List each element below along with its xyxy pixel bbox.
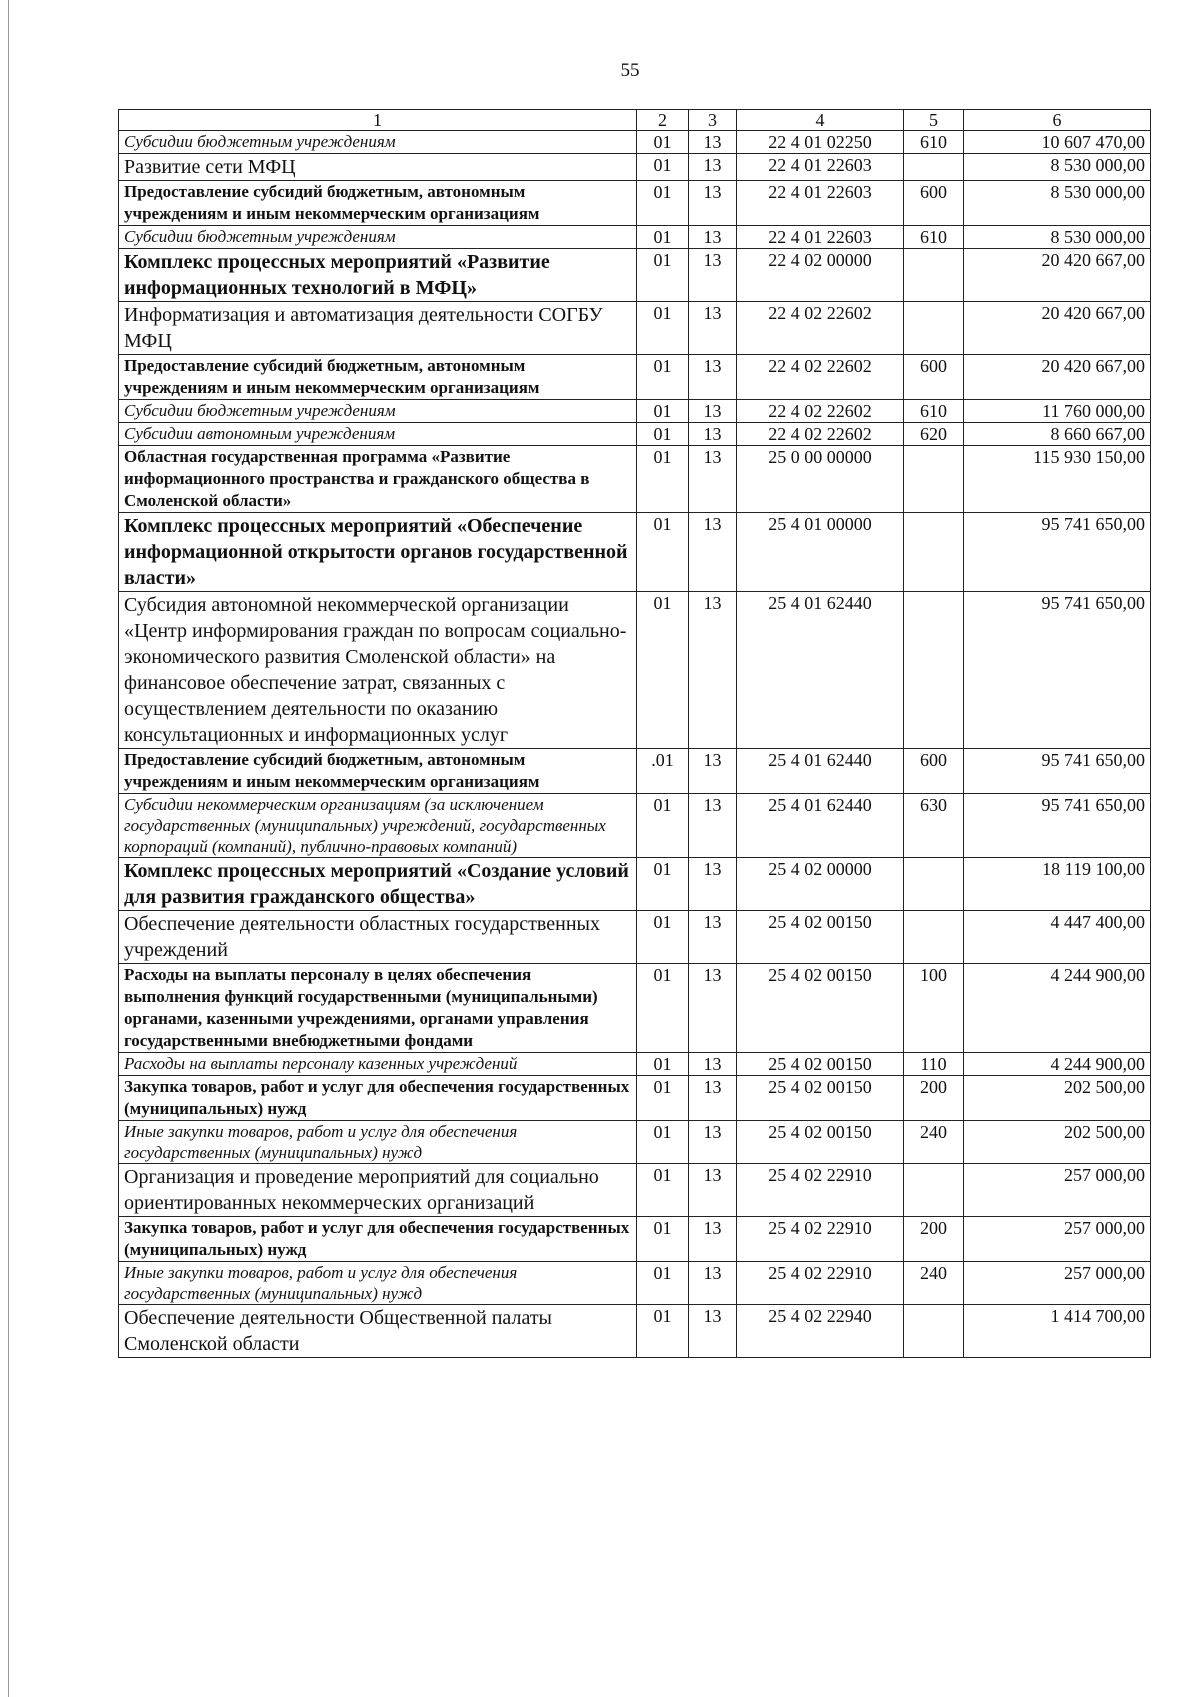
- subsection-code-cell: 13: [689, 181, 737, 226]
- table-row: [119, 1262, 1151, 1305]
- expense-name-cell: Обеспечение деятельности Общественной палаты Смоленской области: [119, 1305, 637, 1358]
- amount-cell: 4 244 900,00: [964, 1053, 1151, 1076]
- table-row: [119, 400, 1151, 423]
- section-code-cell: 01: [637, 446, 689, 513]
- expense-type-cell: [904, 249, 964, 302]
- section-code-cell: 01: [637, 1164, 689, 1217]
- target-article-cell: 25 4 02 00000: [737, 858, 904, 911]
- section-code-cell: 01: [637, 513, 689, 592]
- subsection-code-cell: 13: [689, 249, 737, 302]
- subsection-code-cell: 13: [689, 1053, 737, 1076]
- target-article-cell: 22 4 02 22602: [737, 302, 904, 355]
- section-code-cell: 01: [637, 423, 689, 446]
- table-row: [119, 1121, 1151, 1164]
- table-row: [119, 154, 1151, 181]
- subsection-code-cell: 13: [689, 302, 737, 355]
- table-header-row: [119, 110, 1151, 131]
- section-code-cell: 01: [637, 1053, 689, 1076]
- amount-cell: 257 000,00: [964, 1217, 1151, 1262]
- expense-name-cell: Субсидии бюджетным учреждениям: [119, 131, 637, 154]
- header-cell: 6: [964, 110, 1151, 131]
- section-code-cell: 01: [637, 181, 689, 226]
- subsection-code-cell: 13: [689, 446, 737, 513]
- expense-name-cell: Обеспечение деятельности областных государственных учреждений: [119, 911, 637, 964]
- budget-table: [118, 109, 1151, 1358]
- table-row: [119, 1217, 1151, 1262]
- subsection-code-cell: 13: [689, 154, 737, 181]
- target-article-cell: 22 4 02 22602: [737, 355, 904, 400]
- amount-cell: 257 000,00: [964, 1262, 1151, 1305]
- section-code-cell: 01: [637, 964, 689, 1053]
- subsection-code-cell: 13: [689, 226, 737, 249]
- section-code-cell: 01: [637, 355, 689, 400]
- amount-cell: 257 000,00: [964, 1164, 1151, 1217]
- section-code-cell: 01: [637, 131, 689, 154]
- target-article-cell: 25 4 01 62440: [737, 794, 904, 858]
- expense-type-cell: 100: [904, 964, 964, 1053]
- table-row: [119, 1305, 1151, 1358]
- table-row: [119, 1053, 1151, 1076]
- expense-type-cell: 200: [904, 1217, 964, 1262]
- expense-type-cell: [904, 1164, 964, 1217]
- target-article-cell: 22 4 01 22603: [737, 181, 904, 226]
- target-article-cell: 25 4 02 22940: [737, 1305, 904, 1358]
- expense-type-cell: 600: [904, 749, 964, 794]
- expense-name-cell: Организация и проведение мероприятий для социально ориентированных некоммерческих организаций: [119, 1164, 637, 1217]
- expense-name-cell: Комплекс процессных мероприятий «Обеспечение информационной открытости органов государственной власти»: [119, 513, 637, 592]
- subsection-code-cell: 13: [689, 858, 737, 911]
- target-article-cell: 25 4 02 00150: [737, 964, 904, 1053]
- section-code-cell: 01: [637, 911, 689, 964]
- section-code-cell: 01: [637, 858, 689, 911]
- subsection-code-cell: 13: [689, 1217, 737, 1262]
- table-row: [119, 513, 1151, 592]
- amount-cell: 4 244 900,00: [964, 964, 1151, 1053]
- subsection-code-cell: 13: [689, 1305, 737, 1358]
- expense-type-cell: 240: [904, 1121, 964, 1164]
- expense-type-cell: 600: [904, 355, 964, 400]
- table-row: [119, 1076, 1151, 1121]
- header-cell: 3: [689, 110, 737, 131]
- header-cell: 4: [737, 110, 904, 131]
- expense-type-cell: [904, 592, 964, 749]
- expense-name-cell: Субсидии бюджетным учреждениям: [119, 400, 637, 423]
- subsection-code-cell: 13: [689, 400, 737, 423]
- subsection-code-cell: 13: [689, 911, 737, 964]
- section-code-cell: 01: [637, 249, 689, 302]
- subsection-code-cell: 13: [689, 592, 737, 749]
- target-article-cell: 22 4 01 02250: [737, 131, 904, 154]
- table-row: [119, 181, 1151, 226]
- table-row: [119, 911, 1151, 964]
- target-article-cell: 25 4 02 00150: [737, 1121, 904, 1164]
- amount-cell: 20 420 667,00: [964, 249, 1151, 302]
- expense-name-cell: Расходы на выплаты персоналу в целях обеспечения выполнения функций государственными (муниципальными) органами, казенными учреждениями, органами управления государственными внебюджетными фондами: [119, 964, 637, 1053]
- expense-type-cell: [904, 911, 964, 964]
- amount-cell: 8 530 000,00: [964, 181, 1151, 226]
- header-cell: 1: [119, 110, 637, 131]
- target-article-cell: 25 4 02 22910: [737, 1217, 904, 1262]
- expense-name-cell: Иные закупки товаров, работ и услуг для обеспечения государственных (муниципальных) нужд: [119, 1262, 637, 1305]
- section-code-cell: 01: [637, 794, 689, 858]
- header-cell: 5: [904, 110, 964, 131]
- table-row: [119, 355, 1151, 400]
- amount-cell: 20 420 667,00: [964, 355, 1151, 400]
- table-row: [119, 964, 1151, 1053]
- section-code-cell: 01: [637, 1121, 689, 1164]
- subsection-code-cell: 13: [689, 1076, 737, 1121]
- target-article-cell: 25 4 01 62440: [737, 592, 904, 749]
- expense-name-cell: Информатизация и автоматизация деятельности СОГБУ МФЦ: [119, 302, 637, 355]
- target-article-cell: 22 4 02 00000: [737, 249, 904, 302]
- expense-type-cell: [904, 446, 964, 513]
- target-article-cell: 25 4 02 00150: [737, 1053, 904, 1076]
- expense-type-cell: 600: [904, 181, 964, 226]
- target-article-cell: 25 0 00 00000: [737, 446, 904, 513]
- amount-cell: 95 741 650,00: [964, 592, 1151, 749]
- expense-name-cell: Комплекс процессных мероприятий «Создание условий для развития гражданского общества»: [119, 858, 637, 911]
- table-row: [119, 749, 1151, 794]
- target-article-cell: 25 4 01 00000: [737, 513, 904, 592]
- section-code-cell: 01: [637, 1305, 689, 1358]
- target-article-cell: 22 4 02 22602: [737, 400, 904, 423]
- amount-cell: 95 741 650,00: [964, 794, 1151, 858]
- table-row: [119, 131, 1151, 154]
- subsection-code-cell: 13: [689, 794, 737, 858]
- expense-type-cell: 620: [904, 423, 964, 446]
- amount-cell: 18 119 100,00: [964, 858, 1151, 911]
- amount-cell: 115 930 150,00: [964, 446, 1151, 513]
- header-cell: 2: [637, 110, 689, 131]
- section-code-cell: 01: [637, 400, 689, 423]
- table-row: [119, 446, 1151, 513]
- table-row: [119, 858, 1151, 911]
- expense-type-cell: [904, 1305, 964, 1358]
- section-code-cell: 01: [637, 592, 689, 749]
- expense-name-cell: Предоставление субсидий бюджетным, автономным учреждениям и иным некоммерческим организациям: [119, 749, 637, 794]
- amount-cell: 202 500,00: [964, 1076, 1151, 1121]
- expense-name-cell: Предоставление субсидий бюджетным, автономным учреждениям и иным некоммерческим организациям: [119, 355, 637, 400]
- expense-type-cell: [904, 302, 964, 355]
- subsection-code-cell: 13: [689, 1164, 737, 1217]
- target-article-cell: 25 4 02 22910: [737, 1262, 904, 1305]
- section-code-cell: 01: [637, 154, 689, 181]
- expense-type-cell: 630: [904, 794, 964, 858]
- amount-cell: 20 420 667,00: [964, 302, 1151, 355]
- target-article-cell: 22 4 02 22602: [737, 423, 904, 446]
- subsection-code-cell: 13: [689, 355, 737, 400]
- amount-cell: 95 741 650,00: [964, 513, 1151, 592]
- expense-type-cell: 610: [904, 226, 964, 249]
- expense-name-cell: Субсидии некоммерческим организациям (за исключением государственных (муниципальных) учреждений, государственных корпораций (компаний), публично-правовых компаний): [119, 794, 637, 858]
- expense-type-cell: [904, 858, 964, 911]
- section-code-cell: 01: [637, 226, 689, 249]
- expense-name-cell: Субсидии автономным учреждениям: [119, 423, 637, 446]
- section-code-cell: 01: [637, 1076, 689, 1121]
- section-code-cell: 01: [637, 1217, 689, 1262]
- page-number: 55: [620, 60, 640, 81]
- expense-name-cell: Развитие сети МФЦ: [119, 154, 637, 181]
- table-row: [119, 249, 1151, 302]
- subsection-code-cell: 13: [689, 131, 737, 154]
- amount-cell: 8 530 000,00: [964, 226, 1151, 249]
- expense-type-cell: 240: [904, 1262, 964, 1305]
- expense-type-cell: 610: [904, 131, 964, 154]
- expense-name-cell: Субсидии бюджетным учреждениям: [119, 226, 637, 249]
- target-article-cell: 22 4 01 22603: [737, 154, 904, 181]
- table-row: [119, 794, 1151, 858]
- expense-name-cell: Комплекс процессных мероприятий «Развитие информационных технологий в МФЦ»: [119, 249, 637, 302]
- expense-type-cell: 110: [904, 1053, 964, 1076]
- subsection-code-cell: 13: [689, 423, 737, 446]
- expense-type-cell: [904, 154, 964, 181]
- scan-edge-line: [8, 0, 9, 1697]
- subsection-code-cell: 13: [689, 1121, 737, 1164]
- table-row: [119, 423, 1151, 446]
- section-code-cell: .01: [637, 749, 689, 794]
- expense-name-cell: Предоставление субсидий бюджетным, автономным учреждениям и иным некоммерческим организациям: [119, 181, 637, 226]
- amount-cell: 4 447 400,00: [964, 911, 1151, 964]
- expense-name-cell: Субсидия автономной некоммерческой организации «Центр информирования граждан по вопросам социально-экономического развития Смоленской области» на финансовое обеспечение затрат, связанных с осуществлением деятельности по оказанию консультационных и информационных услуг: [119, 592, 637, 749]
- target-article-cell: 25 4 02 00150: [737, 1076, 904, 1121]
- amount-cell: 95 741 650,00: [964, 749, 1151, 794]
- expense-name-cell: Закупка товаров, работ и услуг для обеспечения государственных (муниципальных) нужд: [119, 1076, 637, 1121]
- amount-cell: 10 607 470,00: [964, 131, 1151, 154]
- amount-cell: 202 500,00: [964, 1121, 1151, 1164]
- amount-cell: 1 414 700,00: [964, 1305, 1151, 1358]
- amount-cell: 8 530 000,00: [964, 154, 1151, 181]
- target-article-cell: 22 4 01 22603: [737, 226, 904, 249]
- expense-type-cell: [904, 513, 964, 592]
- section-code-cell: 01: [637, 302, 689, 355]
- subsection-code-cell: 13: [689, 749, 737, 794]
- section-code-cell: 01: [637, 1262, 689, 1305]
- table-row: [119, 302, 1151, 355]
- subsection-code-cell: 13: [689, 513, 737, 592]
- expense-name-cell: Областная государственная программа «Развитие информационного пространства и гражданского общества в Смоленской области»: [119, 446, 637, 513]
- amount-cell: 8 660 667,00: [964, 423, 1151, 446]
- expense-type-cell: 610: [904, 400, 964, 423]
- target-article-cell: 25 4 01 62440: [737, 749, 904, 794]
- subsection-code-cell: 13: [689, 964, 737, 1053]
- expense-name-cell: Расходы на выплаты персоналу казенных учреждений: [119, 1053, 637, 1076]
- expense-type-cell: 200: [904, 1076, 964, 1121]
- table-row: [119, 1164, 1151, 1217]
- table-row: [119, 226, 1151, 249]
- subsection-code-cell: 13: [689, 1262, 737, 1305]
- amount-cell: 11 760 000,00: [964, 400, 1151, 423]
- expense-name-cell: Закупка товаров, работ и услуг для обеспечения государственных (муниципальных) нужд: [119, 1217, 637, 1262]
- target-article-cell: 25 4 02 00150: [737, 911, 904, 964]
- expense-name-cell: Иные закупки товаров, работ и услуг для обеспечения государственных (муниципальных) нужд: [119, 1121, 637, 1164]
- target-article-cell: 25 4 02 22910: [737, 1164, 904, 1217]
- table-row: [119, 592, 1151, 749]
